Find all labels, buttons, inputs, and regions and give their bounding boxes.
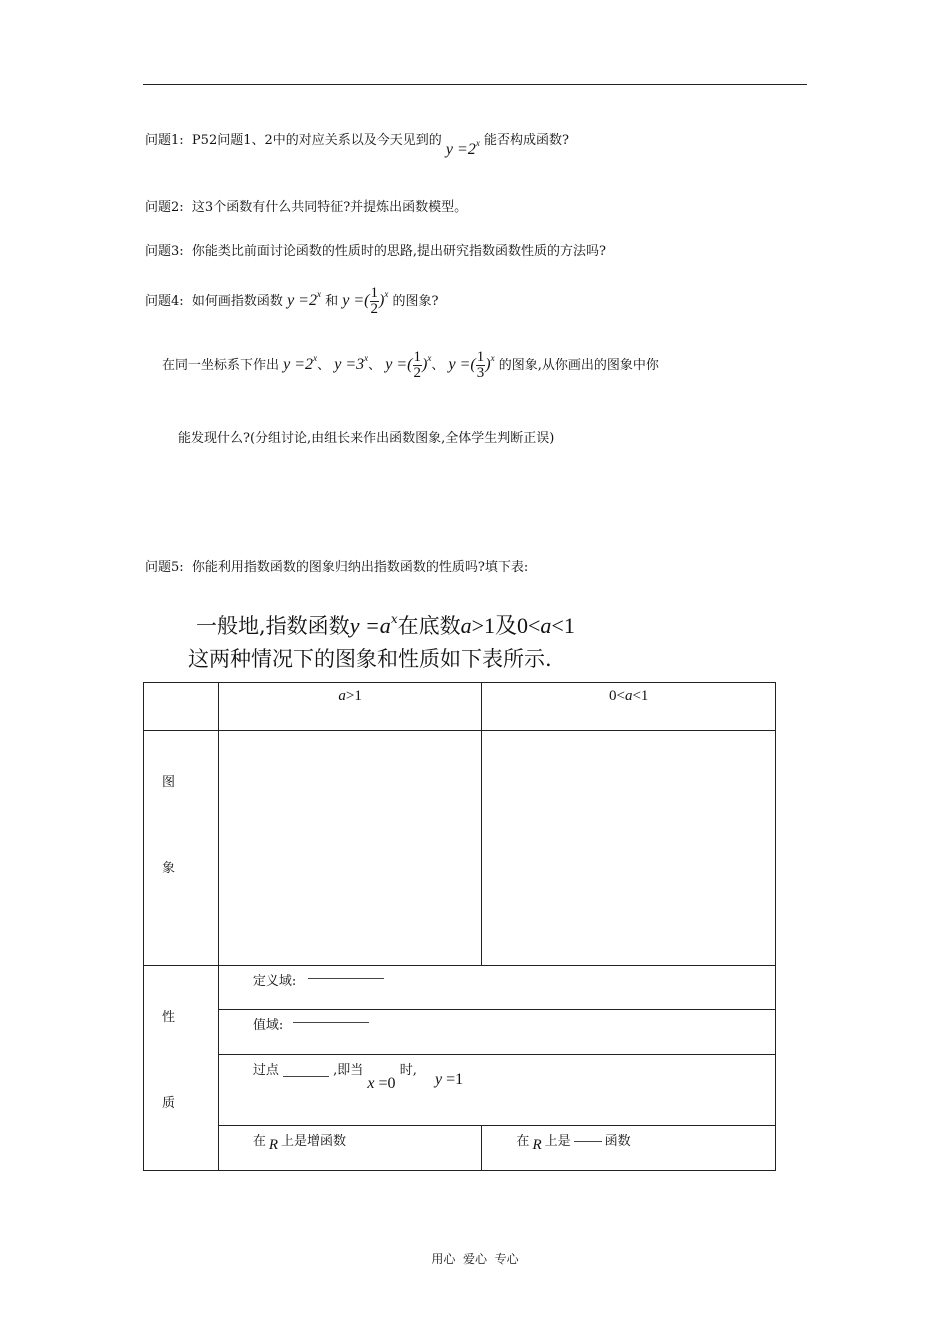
range-blank[interactable]: [293, 1022, 369, 1023]
property-label-cell: 性 质: [144, 966, 219, 1171]
question-3: 问题3: 你能类比前面讨论函数的性质时的思路,提出研究指数函数性质的方法吗?: [145, 244, 607, 259]
fixed-point-row[interactable]: 过点 ,即当 x =0 时, y =1: [218, 1055, 775, 1125]
graph-cell-a-gt-1[interactable]: [218, 731, 482, 966]
header-0-lt-a-lt-1: 0<a<1: [482, 683, 776, 731]
domain-blank[interactable]: [308, 978, 384, 979]
intro-line-1: 一般地,指数函数$y =a^x$在底数a>1及0<a<1: [196, 612, 575, 638]
footer: 用心 爱心 专心: [431, 1252, 519, 1266]
header-rule: [143, 84, 807, 85]
question-2: 问题2: 这3个函数有什么共同特征?并提炼出函数模型。: [145, 200, 468, 215]
increasing-cell: 在 R 上是增函数: [218, 1125, 482, 1170]
question-1: 问题1: P52问题1、2中的对应关系以及今天见到的 $y =2^x$ 能否构成函数?: [145, 133, 569, 158]
header-a-gt-1: a>1: [218, 683, 482, 731]
y-equals-1: y =1: [434, 1071, 464, 1089]
header-blank-cell: [144, 683, 219, 731]
decreasing-cell[interactable]: 在 R 上是 函数: [482, 1125, 776, 1170]
task-expr-2x: $y =2^x$: [283, 353, 318, 374]
question-5: 问题5: 你能利用指数函数的图象归纳出指数函数的性质吗?填下表:: [145, 560, 529, 575]
task-expr-third-x: y =( $\frac{1}{3}$ )$^x$: [448, 349, 495, 381]
monotonic-blank[interactable]: [574, 1141, 602, 1142]
fixed-point-blank[interactable]: [283, 1076, 329, 1077]
q4-expression-2: y =( $\frac{1}{2}$ )$^x$: [342, 285, 389, 317]
q1-expression: $y =2^x$: [445, 138, 480, 158]
domain-row[interactable]: 定义域:: [218, 966, 775, 1010]
range-row[interactable]: 值域:: [218, 1010, 775, 1055]
task-line-1: 在同一坐标系下作出 $y =2^x$、 $y =3^x$、 y =( $\frac{1}{2}$ )$^x$、 y =( $\frac{1}{3}$ )$^x$ 的图象,从你画出的图象中你: [162, 349, 659, 381]
task-expr-3x: $y =3^x$: [334, 353, 369, 374]
intro-line-2: 这两种情况下的图象和性质如下表所示.: [188, 647, 552, 671]
graph-cell-0-lt-a-lt-1[interactable]: [482, 731, 776, 966]
properties-table: [143, 682, 776, 1171]
question-4: 问题4: 如何画指数函数 $y =2^x$ 和 y =( $\frac{1}{2}$ )$^x$ 的图象?: [145, 285, 439, 317]
task-expr-half-x: y =( $\frac{1}{2}$ )$^x$: [385, 349, 432, 381]
q4-expression-1: $y =2^x$: [287, 289, 321, 310]
graph-label-cell: 图 象: [144, 731, 219, 966]
x-equals-0: x =0: [367, 1075, 396, 1093]
task-line-2: 能发现什么?(分组讨论,由组长来作出函数图象,全体学生判断正误): [178, 431, 555, 446]
